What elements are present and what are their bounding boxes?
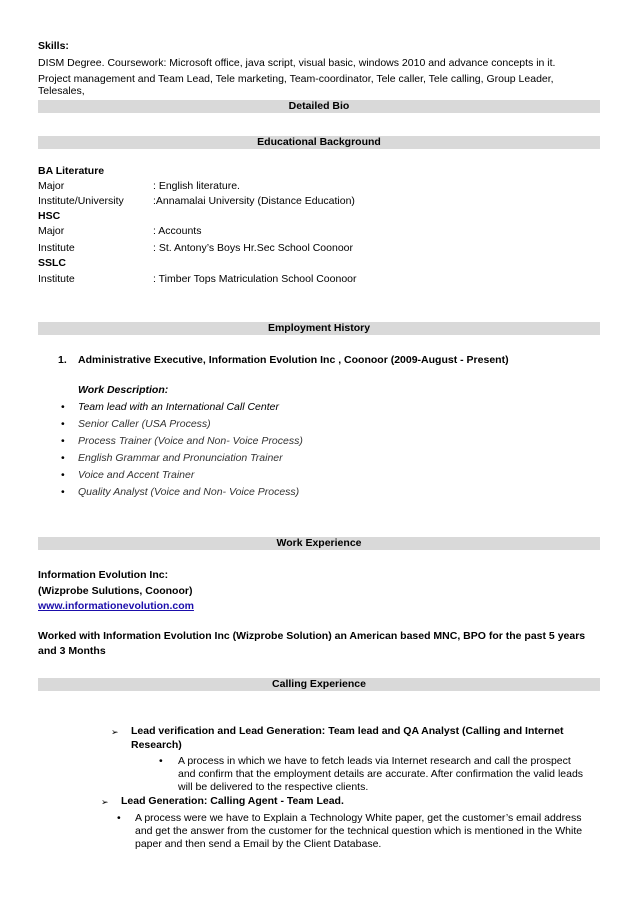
field-value: : Accounts [153, 225, 202, 237]
calling-item-desc: and get the answer from the customer for the technical question which is mentioned in the White [135, 825, 583, 837]
skills-line: Project management and Team Lead, Tele marketing, Team-coordinator, Tele caller, Tele calling, Group Leader, [38, 73, 554, 85]
list-item: Senior Caller (USA Process) [78, 418, 211, 430]
calling-item-desc: and confirm that the employment details are accurate. After confirmation the valid leads [178, 768, 584, 780]
field-value: : English literature. [153, 180, 240, 192]
work-summary-line: Worked with Information Evolution Inc (Wizprobe Solution) an American based MNC, BPO for the past 5 years [38, 630, 586, 642]
field-label: Major [38, 180, 65, 192]
bullet-icon: • [61, 452, 65, 464]
skills-line: Telesales, [38, 85, 85, 97]
calling-item-title: Lead verification and Lead Generation: Team lead and QA Analyst (Calling and Internet [131, 725, 564, 737]
section-header-education: Educational Background [38, 136, 600, 149]
employment-item-number: 1. [58, 354, 67, 366]
calling-item-desc: A process were we have to Explain a Technology White paper, get the customer’s email address [135, 812, 582, 824]
degree-title: SSLC [38, 257, 67, 269]
bullet-icon: • [61, 486, 65, 498]
skills-line: DISM Degree. Coursework: Microsoft office, java script, visual basic, windows 2010 and advance concepts in it. [38, 57, 556, 69]
work-description-heading: Work Description: [78, 384, 169, 396]
bullet-icon: • [61, 435, 65, 447]
company-subsidiary: (Wizprobe Sulutions, Coonoor) [38, 585, 193, 597]
arrow-bullet-icon: ➢ [111, 727, 119, 737]
section-header-employment: Employment History [38, 322, 600, 335]
field-label: Institute/University [38, 195, 124, 207]
calling-item-desc: will be delivered to the respective clients. [178, 781, 369, 793]
section-header-detailed-bio: Detailed Bio [38, 100, 600, 113]
skills-heading: Skills: [38, 40, 69, 52]
section-header-calling-experience: Calling Experience [38, 678, 600, 691]
field-value: : St. Antony’s Boys Hr.Sec School Coonoor [153, 242, 353, 254]
list-item: English Grammar and Pronunciation Trainer [78, 452, 283, 464]
list-item: Quality Analyst (Voice and Non- Voice Process) [78, 486, 300, 498]
calling-item-title: Lead Generation: Calling Agent - Team Lead. [121, 795, 344, 807]
field-label: Major [38, 225, 65, 237]
company-name: Information Evolution Inc: [38, 569, 169, 581]
field-label: Institute [38, 242, 75, 254]
calling-item-desc: paper and then send a Email by the Client Database. [135, 838, 382, 850]
arrow-bullet-icon: ➢ [101, 797, 109, 807]
field-value: : Timber Tops Matriculation School Coonoor [153, 273, 357, 285]
field-label: Institute [38, 273, 75, 285]
list-item: Team lead with an International Call Center [78, 401, 279, 413]
work-summary-line: and 3 Months [38, 645, 106, 657]
section-header-work-experience: Work Experience [38, 537, 600, 550]
bullet-icon: • [159, 755, 163, 767]
bullet-icon: • [61, 401, 65, 413]
list-item: Voice and Accent Trainer [78, 469, 195, 481]
degree-title: BA Literature [38, 165, 105, 177]
field-value: :Annamalai University (Distance Education) [153, 195, 355, 207]
company-website-link[interactable]: www.informationevolution.com [38, 600, 194, 612]
calling-item-title: Research) [131, 739, 182, 751]
employment-item-title: Administrative Executive, Information Evolution Inc , Coonoor (2009-August - Present) [78, 354, 509, 366]
degree-title: HSC [38, 210, 61, 222]
bullet-icon: • [61, 418, 65, 430]
list-item: Process Trainer (Voice and Non- Voice Process) [78, 435, 303, 447]
bullet-icon: • [61, 469, 65, 481]
bullet-icon: • [117, 812, 121, 824]
calling-item-desc: A process in which we have to fetch leads via Internet research and call the prospect [178, 755, 571, 767]
